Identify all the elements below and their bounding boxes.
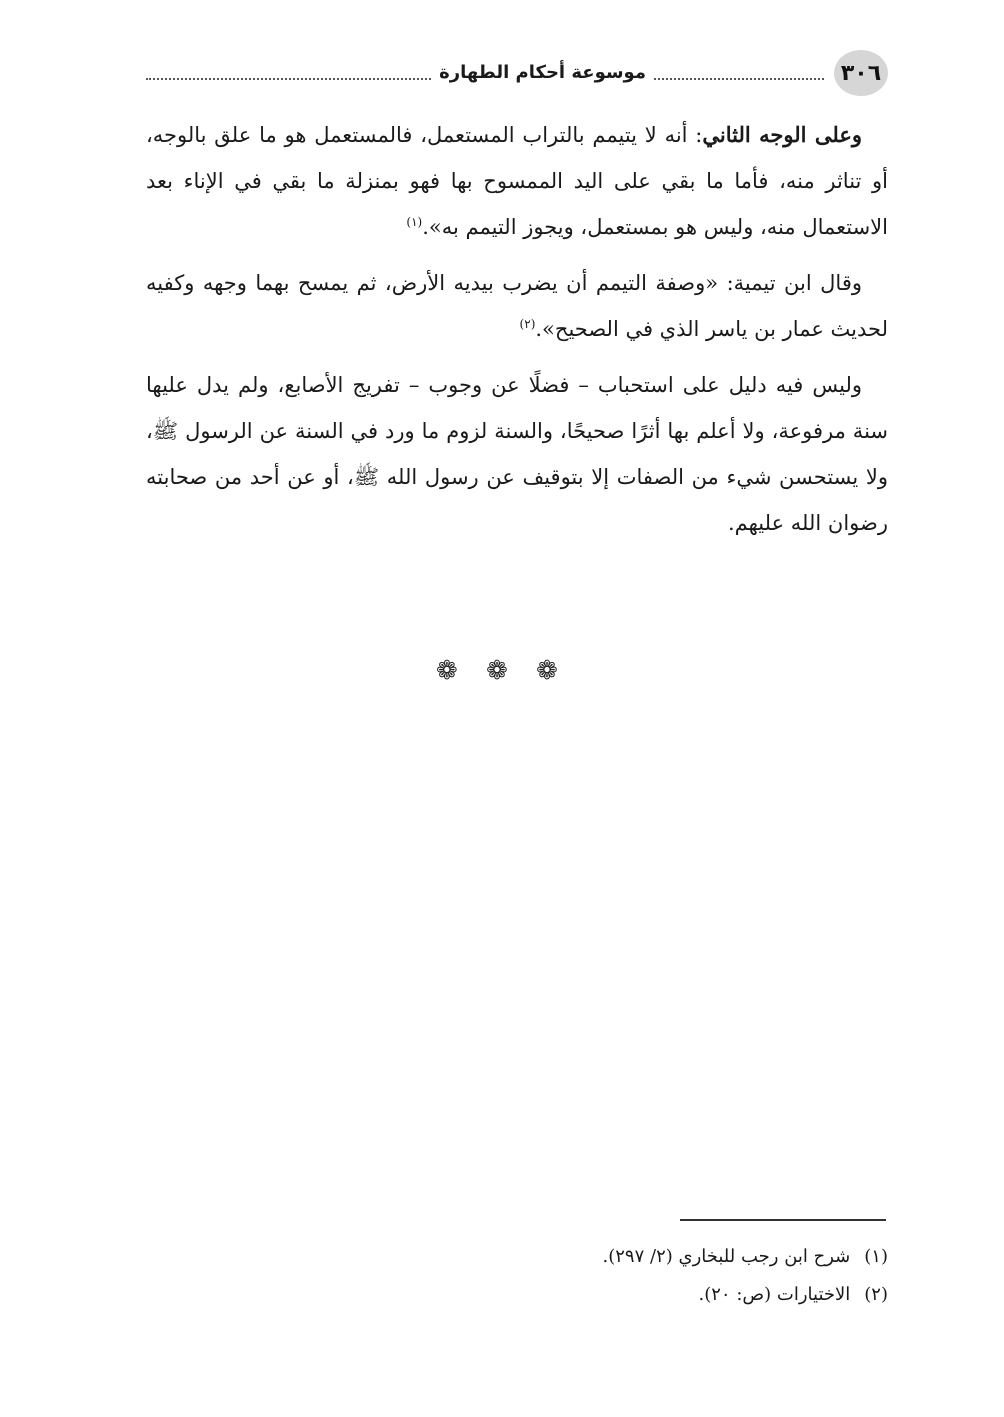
main-text <box>146 112 888 556</box>
footnote-marker[interactable]: (١) <box>406 215 423 229</box>
book-title: موسوعة أحكام الطهارة <box>439 62 646 83</box>
paragraph-text: وقال ابن تيمية: «وصفة التيمم أن يضرب بيديه الأرض، ثم يمسح بهما وجهه وكفيه لحديث عمار بن ياسر الذي في الصحيح». <box>146 271 888 341</box>
page-header <box>146 50 888 96</box>
page-number-badge <box>834 50 888 96</box>
footnote-number: (١) <box>864 1246 888 1267</box>
footnote-marker[interactable]: (٢) <box>519 317 536 331</box>
section-ornament: ❁ ❁ ❁ <box>436 656 568 686</box>
paragraph <box>146 260 888 352</box>
footnote-item <box>146 1276 888 1314</box>
page-number: ٣٠٦ <box>840 60 882 86</box>
paragraph <box>146 362 888 546</box>
header-dots-left <box>146 66 431 80</box>
header-dots-right <box>654 66 824 80</box>
paragraph-lead: وعلى الوجه الثاني <box>702 122 862 147</box>
footnote-item <box>146 1238 888 1276</box>
footnotes <box>146 1238 888 1314</box>
footnote-number: (٢) <box>864 1284 888 1305</box>
paragraph-text: : أنه لا يتيمم بالتراب المستعمل، فالمستعمل هو ما علق بالوجه، أو تناثر منه، فأما ما بقي على اليد الممسوح بها فهو بمنزلة ما بقي في الإناء بعد الاستعمال منه، وليس هو بمستعمل، ويجوز التيمم به». <box>146 123 888 239</box>
paragraph-text: وليس فيه دليل على استحباب – فضلًا عن وجوب – تفريج الأصابع، ولم يدل عليها سنة مرفوعة، ولا أعلم بها أثرًا صحيحًا، والسنة لزوم ما ورد في السنة عن الرسول ﷺ، ولا يستحسن شيء من الصفات إلا بتوقيف عن رسول الله ﷺ، أو عن أحد من صحابته رضوان الله عليهم. <box>146 373 888 535</box>
footnote-separator <box>680 1219 886 1221</box>
footnote-text: شرح ابن رجب للبخاري (٢/ ٢٩٧). <box>602 1246 851 1267</box>
header-title-row <box>146 62 824 83</box>
paragraph <box>146 112 888 250</box>
footnote-text: الاختيارات (ص: ٢٠). <box>698 1284 851 1305</box>
